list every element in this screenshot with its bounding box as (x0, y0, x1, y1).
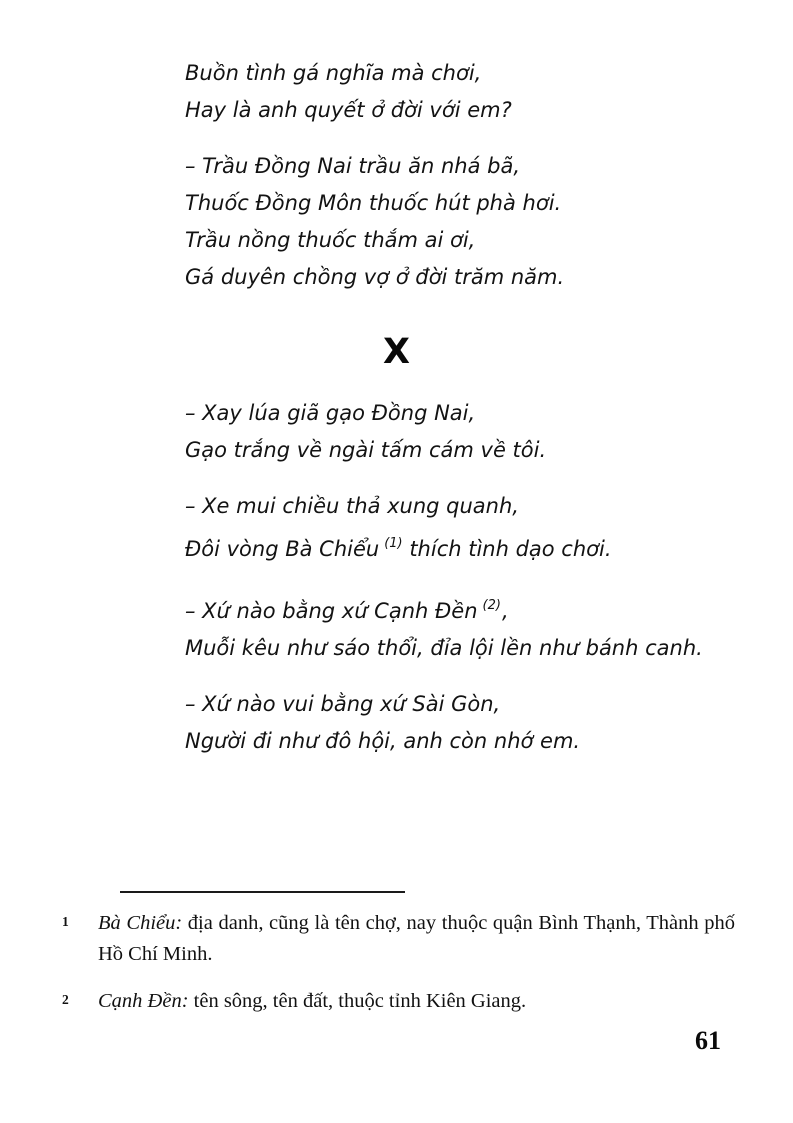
poem-line: Người đi như đô hội, anh còn nhớ em. (185, 729, 581, 753)
poem-line: – Xe mui chiều thả xung quanh, (185, 494, 519, 518)
footnote-body (98, 908, 740, 970)
poem-line: Muỗi kêu như sáo thổi, đỉa lội lền như bánh canh. (185, 636, 703, 660)
poem-stanza (185, 686, 753, 760)
poem-line: – Trầu Đồng Nai trầu ăn nhá bã, (185, 154, 520, 178)
footnote-marker: 1 (62, 914, 69, 929)
poem-line: – Xứ nào vui bằng xứ Sài Gòn, (185, 692, 501, 716)
footnote-term: Bà Chiểu: (98, 912, 183, 934)
footnote-text: địa danh, cũng là tên chợ, nay thuộc quận Bình Thạnh, Thành phố Hồ Chí Minh. (98, 912, 735, 965)
footnote-item (40, 908, 740, 970)
poem-line-text: Đôi vòng Bà Chiểu (185, 537, 380, 561)
poem-line: Thuốc Đồng Môn thuốc hút phà hơi. (185, 191, 562, 215)
footnote-text: tên sông, tên đất, thuộc tỉnh Kiên Giang. (188, 990, 527, 1012)
footnote-term: Cạnh Đền: (98, 990, 189, 1012)
poem-stanza (185, 488, 753, 568)
poem-stanza (185, 148, 753, 296)
section-heading-x: X (383, 332, 410, 372)
poem-line: Gạo trắng về ngài tấm cám về tôi. (185, 438, 547, 462)
poem-line-text: thích tình dạo chơi. (402, 537, 612, 561)
footnote-marker: 2 (62, 992, 69, 1007)
poem-line: – Xay lúa giã gạo Đồng Nai, (185, 401, 476, 425)
poem-line-text: – Xứ nào bằng xứ Cạnh Đền (185, 599, 478, 623)
poem-line (185, 525, 753, 568)
poem-line: Hay là anh quyết ở đời với em? (185, 98, 512, 122)
poem-stanza (185, 587, 753, 667)
poem-line: Gá duyên chồng vợ ở đời trăm năm. (185, 265, 565, 289)
footnote-ref-1: (1) (384, 536, 403, 551)
poem-block (185, 55, 753, 296)
poem-block-lower (185, 395, 753, 779)
footnote-ref-2: (2) (482, 598, 501, 613)
poem-stanza (185, 55, 753, 129)
poem-stanza (185, 395, 753, 469)
poem-line: Trầu nồng thuốc thắm ai ơi, (185, 228, 476, 252)
footnotes-section (40, 908, 740, 1033)
footnote-item (40, 986, 740, 1017)
footnote-divider (120, 891, 405, 893)
page-number: 61 (695, 1026, 721, 1055)
poem-line: Buồn tình gá nghĩa mà chơi, (185, 61, 482, 85)
poem-line-text: , (501, 599, 509, 623)
poem-line (185, 587, 753, 630)
footnote-body (98, 986, 740, 1017)
